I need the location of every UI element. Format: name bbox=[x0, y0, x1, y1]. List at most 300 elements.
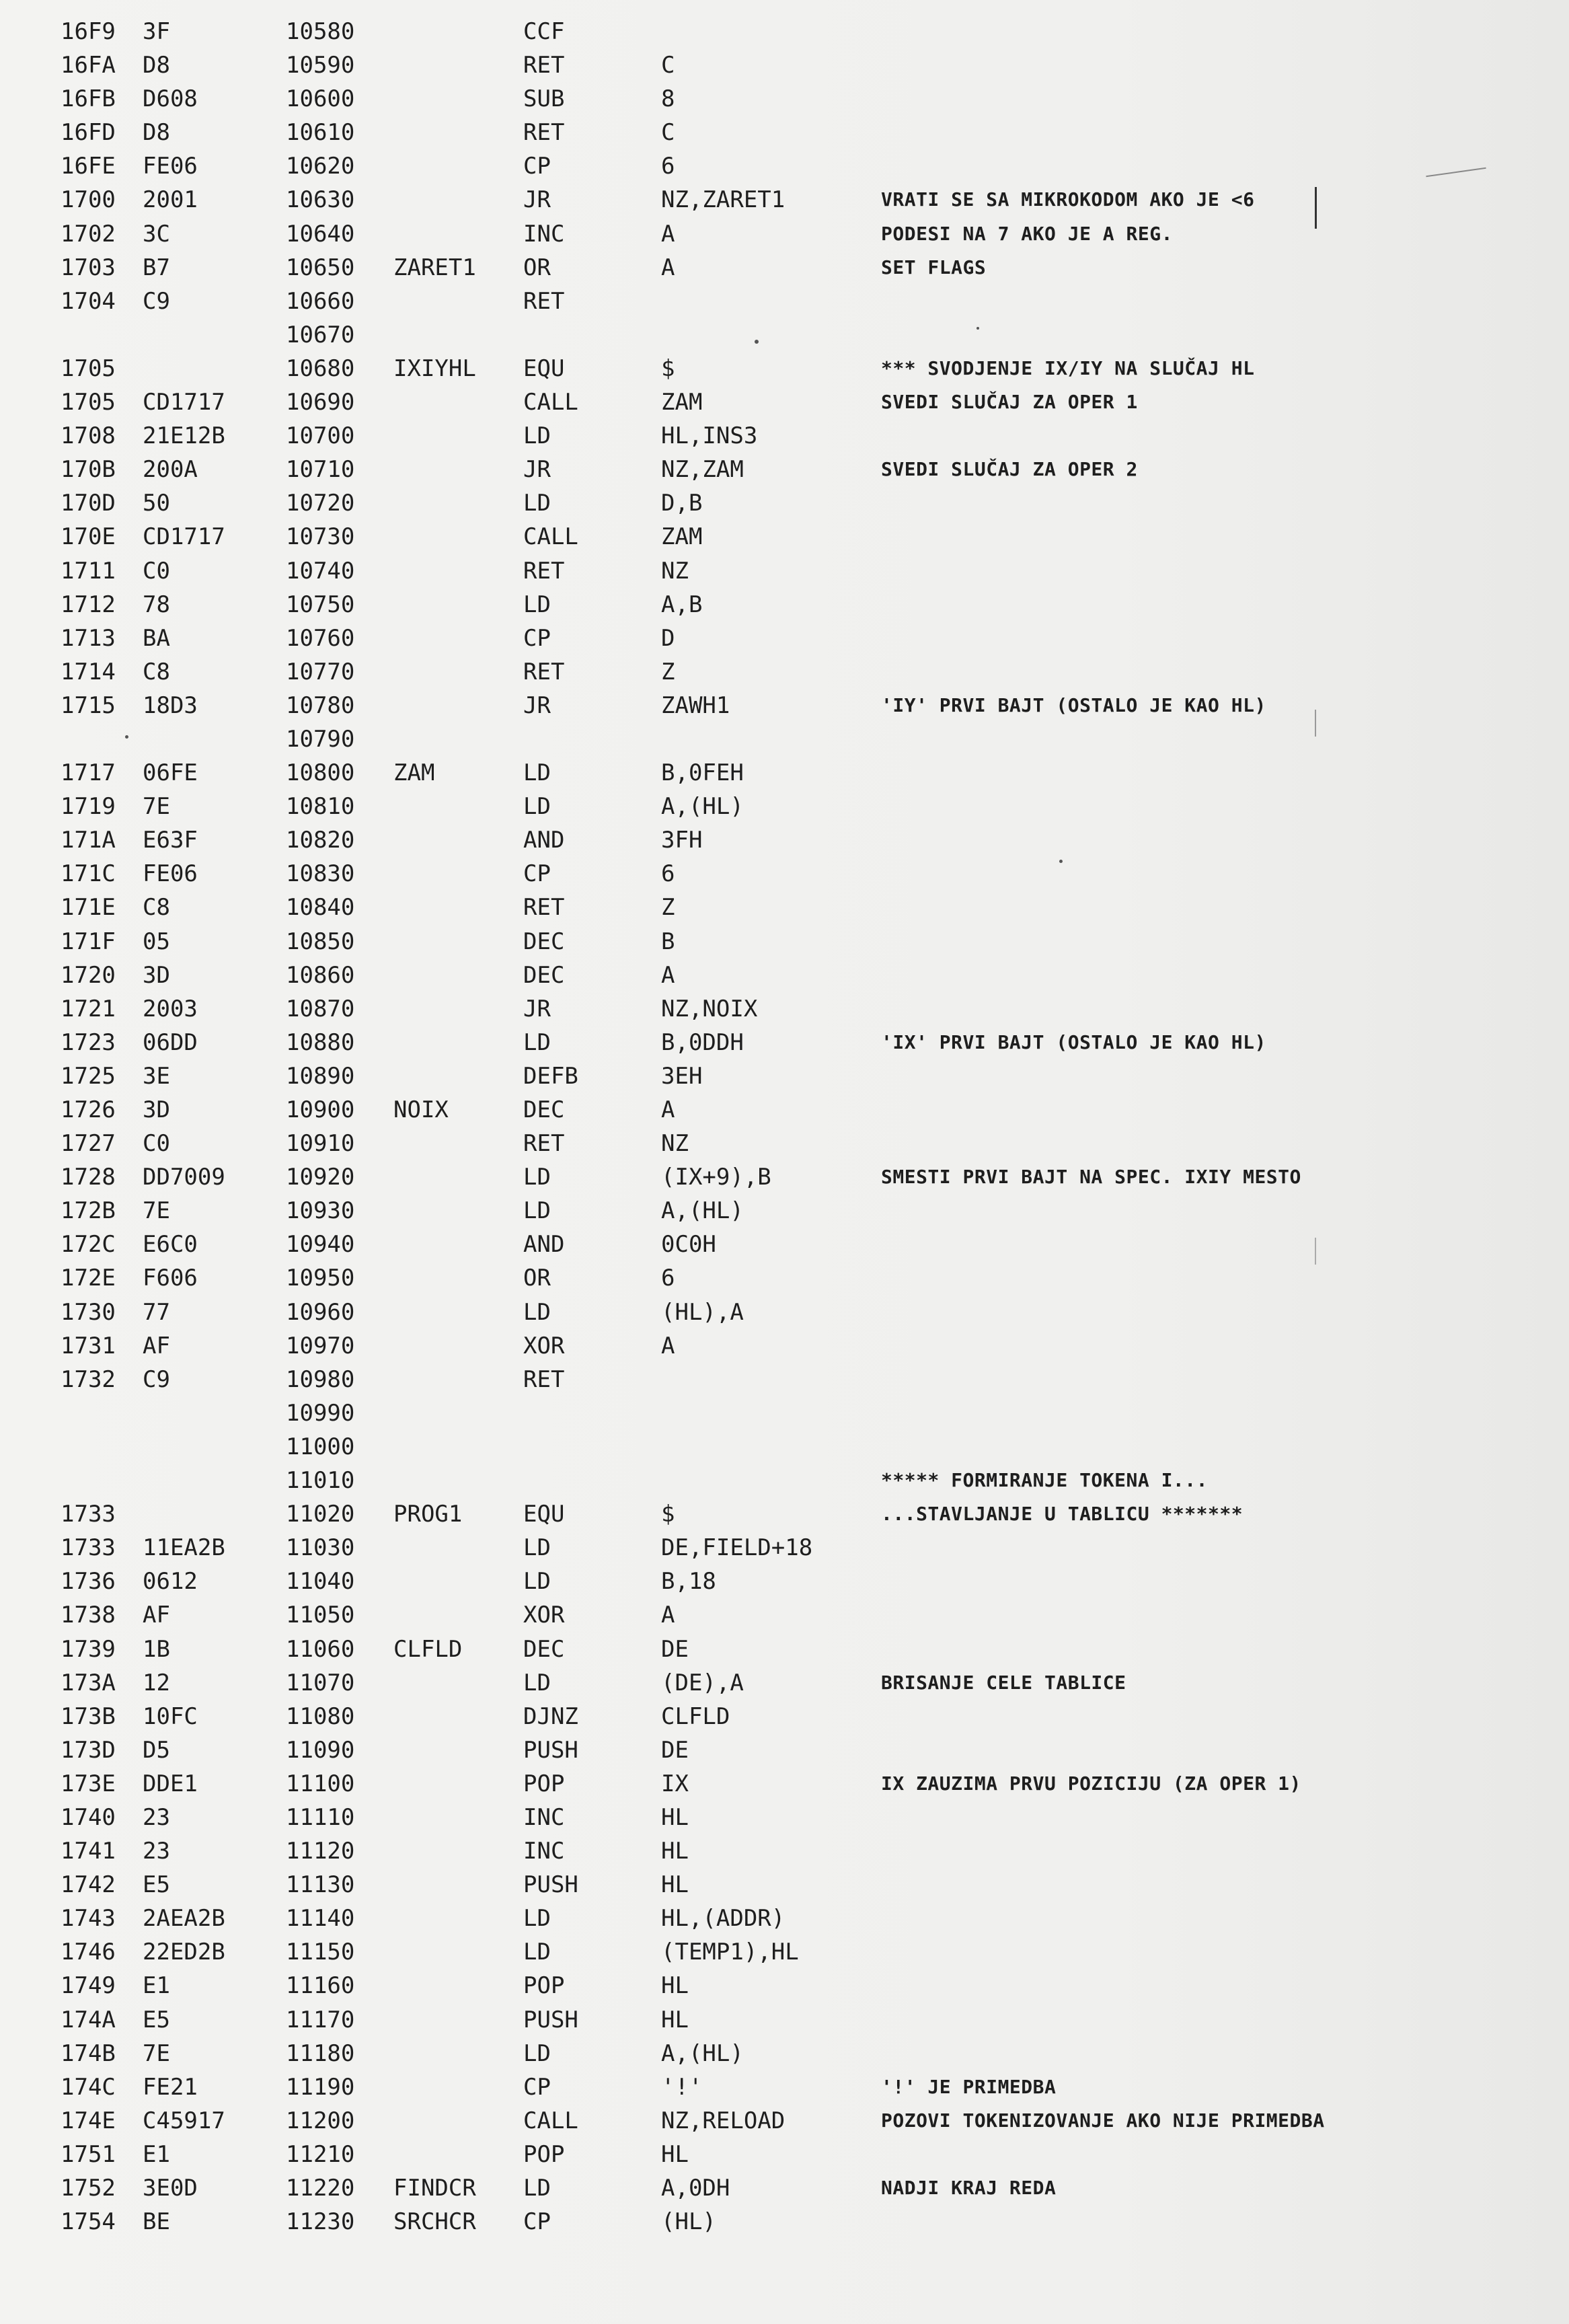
listing-line bbox=[0, 554, 1569, 588]
operand: D,B bbox=[661, 490, 703, 517]
listing-line bbox=[0, 1194, 1569, 1228]
assembly-listing bbox=[0, 15, 1569, 2239]
listing-line bbox=[0, 116, 1569, 149]
object-code: FE06 bbox=[143, 860, 198, 888]
listing-line bbox=[0, 48, 1569, 82]
address: 1720 bbox=[61, 961, 116, 989]
listing-line bbox=[0, 2104, 1569, 2138]
mnemonic: RET bbox=[523, 894, 565, 922]
mnemonic: LD bbox=[523, 1905, 551, 1933]
mnemonic: RET bbox=[523, 1365, 565, 1393]
address: 1721 bbox=[61, 995, 116, 1022]
margin-bar bbox=[1315, 710, 1316, 737]
object-code: 23 bbox=[143, 1803, 170, 1831]
address: 1725 bbox=[61, 1062, 116, 1090]
address: 171C bbox=[61, 860, 116, 888]
listing-line bbox=[0, 1026, 1569, 1059]
mnemonic: LD bbox=[523, 1028, 551, 1056]
object-code: B7 bbox=[143, 254, 170, 281]
listing-line bbox=[0, 2037, 1569, 2070]
listing-line bbox=[0, 1228, 1569, 1261]
object-code: C9 bbox=[143, 287, 170, 315]
mnemonic: OR bbox=[523, 1265, 551, 1292]
object-code: 06DD bbox=[143, 1028, 198, 1056]
listing-line bbox=[0, 959, 1569, 992]
operand: B,0DDH bbox=[661, 1028, 744, 1056]
line-number: 10890 bbox=[286, 1062, 355, 1090]
address: 171F bbox=[61, 928, 116, 955]
operand: A bbox=[661, 1096, 675, 1123]
operand: (HL),A bbox=[661, 1298, 744, 1326]
mnemonic: EQU bbox=[523, 354, 565, 382]
address: 1752 bbox=[61, 2175, 116, 2202]
address: 1740 bbox=[61, 1803, 116, 1831]
mnemonic: LD bbox=[523, 422, 551, 450]
object-code: 11EA2B bbox=[143, 1534, 225, 1562]
mnemonic: XOR bbox=[523, 1602, 565, 1629]
line-number: 10710 bbox=[286, 456, 355, 484]
address: 1754 bbox=[61, 2208, 116, 2236]
operand: NZ,ZARET1 bbox=[661, 186, 786, 214]
line-number: 10580 bbox=[286, 18, 355, 45]
operand: B,0FEH bbox=[661, 759, 744, 787]
line-number: 11080 bbox=[286, 1702, 355, 1730]
listing-line bbox=[0, 1767, 1569, 1801]
object-code: C9 bbox=[143, 1365, 170, 1393]
address: 1705 bbox=[61, 389, 116, 416]
address: 16FD bbox=[61, 119, 116, 147]
address: 1703 bbox=[61, 254, 116, 281]
operand: HL bbox=[661, 1871, 689, 1899]
operand: HL bbox=[661, 2140, 689, 2168]
comment: ...STAVLJANJE U TABLICU ******* bbox=[881, 1503, 1243, 1526]
address: 1713 bbox=[61, 624, 116, 652]
operand: (IX+9),B bbox=[661, 1164, 771, 1191]
listing-line bbox=[0, 1160, 1569, 1194]
listing-line bbox=[0, 352, 1569, 385]
mnemonic: INC bbox=[523, 1803, 565, 1831]
line-number: 10780 bbox=[286, 691, 355, 719]
mnemonic: JR bbox=[523, 186, 551, 214]
listing-line bbox=[0, 1834, 1569, 1868]
line-number: 10700 bbox=[286, 422, 355, 450]
line-number: 10830 bbox=[286, 860, 355, 888]
mnemonic: EQU bbox=[523, 1501, 565, 1528]
object-code: C8 bbox=[143, 894, 170, 922]
listing-line bbox=[0, 891, 1569, 924]
address: 1714 bbox=[61, 658, 116, 685]
line-number: 10970 bbox=[286, 1332, 355, 1359]
object-code: 3F bbox=[143, 18, 170, 45]
mnemonic: DEC bbox=[523, 928, 565, 955]
mnemonic: DJNZ bbox=[523, 1702, 578, 1730]
line-number: 10730 bbox=[286, 523, 355, 551]
comment: POZOVI TOKENIZOVANJE AKO NIJE PRIMEDBA bbox=[881, 2109, 1325, 2132]
operand: NZ,ZAM bbox=[661, 456, 744, 484]
operand: ZAM bbox=[661, 523, 703, 551]
object-code: BE bbox=[143, 2208, 170, 2236]
line-number: 10990 bbox=[286, 1399, 355, 1427]
speck bbox=[125, 735, 128, 739]
mnemonic: LD bbox=[523, 1197, 551, 1225]
operand: A bbox=[661, 254, 675, 281]
mnemonic: LD bbox=[523, 490, 551, 517]
line-number: 11220 bbox=[286, 2175, 355, 2202]
object-code: E63F bbox=[143, 827, 198, 854]
operand: A,(HL) bbox=[661, 793, 744, 821]
listing-line bbox=[0, 1633, 1569, 1666]
object-code: 78 bbox=[143, 591, 170, 618]
object-code: E5 bbox=[143, 2006, 170, 2033]
operand: DE bbox=[661, 1736, 689, 1764]
comment: 'IX' PRVI BAJT (OSTALO JE KAO HL) bbox=[881, 1030, 1266, 1053]
listing-line bbox=[0, 1093, 1569, 1127]
address: 1708 bbox=[61, 422, 116, 450]
object-code: 50 bbox=[143, 490, 170, 517]
object-code: CD1717 bbox=[143, 389, 225, 416]
address: 16FA bbox=[61, 52, 116, 79]
operand: A,(HL) bbox=[661, 2039, 744, 2067]
listing-line bbox=[0, 149, 1569, 183]
line-number: 11040 bbox=[286, 1568, 355, 1596]
line-number: 10930 bbox=[286, 1197, 355, 1225]
listing-line bbox=[0, 2138, 1569, 2171]
line-number: 11140 bbox=[286, 1905, 355, 1933]
mnemonic: INC bbox=[523, 1838, 565, 1865]
object-code: 1B bbox=[143, 1635, 170, 1663]
object-code: 3E0D bbox=[143, 2175, 198, 2202]
object-code: 3D bbox=[143, 961, 170, 989]
mnemonic: PUSH bbox=[523, 2006, 578, 2033]
object-code: 22ED2B bbox=[143, 1939, 225, 1966]
mnemonic: LD bbox=[523, 2039, 551, 2067]
line-number: 11090 bbox=[286, 1736, 355, 1764]
address: 1723 bbox=[61, 1028, 116, 1056]
operand: $ bbox=[661, 354, 675, 382]
address: 1751 bbox=[61, 2140, 116, 2168]
address: 1717 bbox=[61, 759, 116, 787]
address: 1739 bbox=[61, 1635, 116, 1663]
label: FINDCR bbox=[393, 2175, 476, 2202]
mnemonic: CALL bbox=[523, 389, 578, 416]
object-code: 05 bbox=[143, 928, 170, 955]
object-code: C0 bbox=[143, 1130, 170, 1158]
listing-line bbox=[0, 1296, 1569, 1329]
mnemonic: SUB bbox=[523, 85, 565, 113]
label: PROG1 bbox=[393, 1501, 463, 1528]
comment: SMESTI PRVI BAJT NA SPEC. IXIY MESTO bbox=[881, 1166, 1301, 1189]
listing-line bbox=[0, 823, 1569, 857]
operand: D bbox=[661, 624, 675, 652]
object-code: CD1717 bbox=[143, 523, 225, 551]
address: 1733 bbox=[61, 1501, 116, 1528]
line-number: 10850 bbox=[286, 928, 355, 955]
operand: HL bbox=[661, 1838, 689, 1865]
operand: NZ,RELOAD bbox=[661, 2107, 786, 2134]
line-number: 10960 bbox=[286, 1298, 355, 1326]
label: ZAM bbox=[393, 759, 435, 787]
listing-line bbox=[0, 1396, 1569, 1430]
mnemonic: AND bbox=[523, 827, 565, 854]
object-code: 2AEA2B bbox=[143, 1905, 225, 1933]
listing-line bbox=[0, 217, 1569, 251]
line-number: 10660 bbox=[286, 287, 355, 315]
label: IXIYHL bbox=[393, 354, 476, 382]
mnemonic: DEC bbox=[523, 1635, 565, 1663]
line-number: 11210 bbox=[286, 2140, 355, 2168]
operand: B bbox=[661, 928, 675, 955]
line-number: 10760 bbox=[286, 624, 355, 652]
mnemonic: CP bbox=[523, 860, 551, 888]
listing-line bbox=[0, 1127, 1569, 1160]
listing-line bbox=[0, 756, 1569, 790]
line-number: 10980 bbox=[286, 1365, 355, 1393]
mnemonic: LD bbox=[523, 1568, 551, 1596]
listing-line bbox=[0, 2070, 1569, 2104]
address: 1711 bbox=[61, 557, 116, 585]
line-number: 10770 bbox=[286, 658, 355, 685]
object-code: C0 bbox=[143, 557, 170, 585]
listing-line bbox=[0, 1801, 1569, 1834]
listing-line bbox=[0, 722, 1569, 756]
listing-line bbox=[0, 318, 1569, 352]
line-number: 10600 bbox=[286, 85, 355, 113]
line-number: 11120 bbox=[286, 1838, 355, 1865]
address: 170D bbox=[61, 490, 116, 517]
line-number: 10870 bbox=[286, 995, 355, 1022]
listing-line bbox=[0, 1969, 1569, 2002]
line-number: 10900 bbox=[286, 1096, 355, 1123]
listing-line bbox=[0, 419, 1569, 453]
label: CLFLD bbox=[393, 1635, 463, 1663]
operand: A,0DH bbox=[661, 2175, 730, 2202]
line-number: 10940 bbox=[286, 1231, 355, 1259]
operand: CLFLD bbox=[661, 1702, 730, 1730]
line-number: 10590 bbox=[286, 52, 355, 79]
comment: ***** FORMIRANJE TOKENA I... bbox=[881, 1469, 1209, 1492]
object-code: 7E bbox=[143, 793, 170, 821]
object-code: 18D3 bbox=[143, 691, 198, 719]
line-number: 11000 bbox=[286, 1433, 355, 1460]
listing-line bbox=[0, 1497, 1569, 1531]
address: 1732 bbox=[61, 1365, 116, 1393]
object-code: 7E bbox=[143, 1197, 170, 1225]
mnemonic: RET bbox=[523, 557, 565, 585]
address: 1702 bbox=[61, 220, 116, 248]
operand: 6 bbox=[661, 860, 675, 888]
margin-bar bbox=[1315, 187, 1317, 229]
address: 1705 bbox=[61, 354, 116, 382]
object-code: E6C0 bbox=[143, 1231, 198, 1259]
line-number: 10630 bbox=[286, 186, 355, 214]
line-number: 10750 bbox=[286, 591, 355, 618]
line-number: 11160 bbox=[286, 1972, 355, 2000]
listing-line bbox=[0, 992, 1569, 1026]
margin-bar bbox=[1315, 1238, 1316, 1265]
comment: '!' JE PRIMEDBA bbox=[881, 2075, 1057, 2098]
mnemonic: CP bbox=[523, 153, 551, 180]
mnemonic: LD bbox=[523, 793, 551, 821]
address: 1704 bbox=[61, 287, 116, 315]
comment: BRISANJE CELE TABLICE bbox=[881, 1671, 1126, 1694]
line-number: 11150 bbox=[286, 1939, 355, 1966]
line-number: 10810 bbox=[286, 793, 355, 821]
listing-line bbox=[0, 2171, 1569, 2205]
object-code: D608 bbox=[143, 85, 198, 113]
mnemonic: LD bbox=[523, 1164, 551, 1191]
operand: HL,(ADDR) bbox=[661, 1905, 786, 1933]
listing-line bbox=[0, 2003, 1569, 2037]
comment: SVEDI SLUČAJ ZA OPER 2 bbox=[881, 458, 1138, 481]
object-code: E1 bbox=[143, 1972, 170, 2000]
object-code: FE21 bbox=[143, 2073, 198, 2101]
line-number: 10790 bbox=[286, 725, 355, 753]
line-number: 10840 bbox=[286, 894, 355, 922]
line-number: 10670 bbox=[286, 321, 355, 348]
operand: 0C0H bbox=[661, 1231, 716, 1259]
mnemonic: RET bbox=[523, 287, 565, 315]
address: 1712 bbox=[61, 591, 116, 618]
address: 171E bbox=[61, 894, 116, 922]
address: 16FE bbox=[61, 153, 116, 180]
address: 1726 bbox=[61, 1096, 116, 1123]
operand: A,(HL) bbox=[661, 1197, 744, 1225]
listing-line bbox=[0, 790, 1569, 823]
listing-line bbox=[0, 1363, 1569, 1396]
mnemonic: CALL bbox=[523, 2107, 578, 2134]
speck bbox=[755, 340, 759, 344]
line-number: 10820 bbox=[286, 827, 355, 854]
address: 172E bbox=[61, 1265, 116, 1292]
operand: 3FH bbox=[661, 827, 703, 854]
listing-line bbox=[0, 857, 1569, 891]
comment: SVEDI SLUČAJ ZA OPER 1 bbox=[881, 391, 1138, 414]
operand: Z bbox=[661, 658, 675, 685]
object-code: F606 bbox=[143, 1265, 198, 1292]
line-number: 11200 bbox=[286, 2107, 355, 2134]
listing-line bbox=[0, 588, 1569, 622]
listing-line bbox=[0, 1700, 1569, 1733]
listing-line bbox=[0, 1329, 1569, 1363]
listing-line bbox=[0, 1430, 1569, 1464]
object-code: 7E bbox=[143, 2039, 170, 2067]
mnemonic: JR bbox=[523, 691, 551, 719]
listing-line bbox=[0, 82, 1569, 116]
address: 1733 bbox=[61, 1534, 116, 1562]
mnemonic: JR bbox=[523, 995, 551, 1022]
mnemonic: LD bbox=[523, 1939, 551, 1966]
operand: DE bbox=[661, 1635, 689, 1663]
label: ZARET1 bbox=[393, 254, 476, 281]
mnemonic: CP bbox=[523, 624, 551, 652]
line-number: 11030 bbox=[286, 1534, 355, 1562]
mnemonic: CP bbox=[523, 2073, 551, 2101]
mnemonic: POP bbox=[523, 1972, 565, 2000]
comment: *** SVODJENJE IX/IY NA SLUČAJ HL bbox=[881, 357, 1255, 379]
mnemonic: LD bbox=[523, 1534, 551, 1562]
address: 172B bbox=[61, 1197, 116, 1225]
listing-line bbox=[0, 1666, 1569, 1700]
line-number: 11020 bbox=[286, 1501, 355, 1528]
listing-line bbox=[0, 183, 1569, 217]
line-number: 11110 bbox=[286, 1803, 355, 1831]
object-code: AF bbox=[143, 1602, 170, 1629]
line-number: 11130 bbox=[286, 1871, 355, 1899]
mnemonic: LD bbox=[523, 591, 551, 618]
operand: HL bbox=[661, 1803, 689, 1831]
address: 174B bbox=[61, 2039, 116, 2067]
listing-line bbox=[0, 1598, 1569, 1632]
comment: IX ZAUZIMA PRVU POZICIJU (ZA OPER 1) bbox=[881, 1772, 1301, 1795]
listing-line bbox=[0, 1935, 1569, 1969]
address: 173E bbox=[61, 1770, 116, 1797]
line-number: 11050 bbox=[286, 1602, 355, 1629]
operand: IX bbox=[661, 1770, 689, 1797]
address: 1727 bbox=[61, 1130, 116, 1158]
operand: NZ bbox=[661, 557, 689, 585]
listing-line bbox=[0, 1464, 1569, 1497]
address: 1743 bbox=[61, 1905, 116, 1933]
line-number: 11180 bbox=[286, 2039, 355, 2067]
operand: A bbox=[661, 220, 675, 248]
object-code: E5 bbox=[143, 1871, 170, 1899]
mnemonic: LD bbox=[523, 2175, 551, 2202]
label: NOIX bbox=[393, 1096, 449, 1123]
operand: DE,FIELD+18 bbox=[661, 1534, 813, 1562]
mnemonic: AND bbox=[523, 1231, 565, 1259]
mnemonic: INC bbox=[523, 220, 565, 248]
address: 173B bbox=[61, 1702, 116, 1730]
listing-line bbox=[0, 925, 1569, 959]
operand: C bbox=[661, 52, 675, 79]
object-code: 200A bbox=[143, 456, 198, 484]
operand: 6 bbox=[661, 1265, 675, 1292]
object-code: 2001 bbox=[143, 186, 198, 214]
address: 171A bbox=[61, 827, 116, 854]
address: 16F9 bbox=[61, 18, 116, 45]
address: 16FB bbox=[61, 85, 116, 113]
mnemonic: POP bbox=[523, 1770, 565, 1797]
operand: 6 bbox=[661, 153, 675, 180]
operand: B,18 bbox=[661, 1568, 716, 1596]
listing-line bbox=[0, 2205, 1569, 2239]
comment: PODESI NA 7 AKO JE A REG. bbox=[881, 222, 1173, 245]
operand: A,B bbox=[661, 591, 703, 618]
object-code: 3E bbox=[143, 1062, 170, 1090]
label: SRCHCR bbox=[393, 2208, 476, 2236]
address: 173D bbox=[61, 1736, 116, 1764]
mnemonic: CP bbox=[523, 2208, 551, 2236]
object-code: AF bbox=[143, 1332, 170, 1359]
address: 1738 bbox=[61, 1602, 116, 1629]
object-code: 10FC bbox=[143, 1702, 198, 1730]
line-number: 10640 bbox=[286, 220, 355, 248]
operand: ZAM bbox=[661, 389, 703, 416]
mnemonic: CCF bbox=[523, 18, 565, 45]
object-code: 21E12B bbox=[143, 422, 225, 450]
operand: C bbox=[661, 119, 675, 147]
address: 1715 bbox=[61, 691, 116, 719]
address: 172C bbox=[61, 1231, 116, 1259]
line-number: 10740 bbox=[286, 557, 355, 585]
object-code: D8 bbox=[143, 119, 170, 147]
object-code: 23 bbox=[143, 1838, 170, 1865]
address: 170E bbox=[61, 523, 116, 551]
speck bbox=[977, 327, 979, 330]
line-number: 10620 bbox=[286, 153, 355, 180]
object-code: BA bbox=[143, 624, 170, 652]
operand: A bbox=[661, 1332, 675, 1359]
